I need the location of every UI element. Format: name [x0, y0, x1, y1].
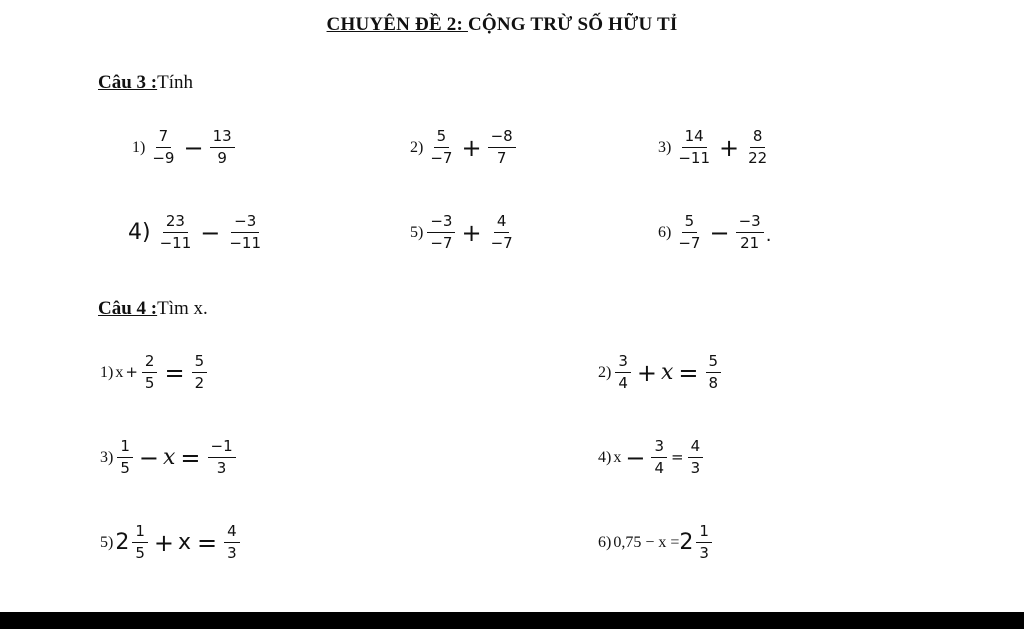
numerator: 8	[750, 128, 766, 148]
denominator: 3	[690, 459, 701, 477]
item-number: 1)	[100, 363, 114, 381]
fraction	[226, 213, 264, 252]
denominator: 2	[194, 374, 205, 392]
denominator: 4	[618, 374, 628, 392]
cau4-item-2	[598, 353, 723, 392]
operator: −	[138, 443, 159, 472]
operator: +	[461, 133, 482, 162]
fraction	[696, 523, 712, 562]
numerator: 14	[682, 128, 707, 148]
denominator: −11	[229, 234, 262, 252]
numerator: 7	[156, 128, 172, 148]
fraction	[224, 523, 240, 562]
cau3-item-4	[128, 213, 266, 252]
cau3-heading	[98, 72, 193, 94]
item-number: 6)	[658, 223, 672, 241]
variable-x: x	[613, 448, 622, 466]
period: .	[765, 225, 772, 246]
fraction	[615, 353, 631, 392]
denominator: −7	[430, 234, 453, 252]
equals-sign: =	[180, 443, 201, 472]
cau3-item-3	[658, 128, 772, 167]
cau3-item-5	[410, 213, 518, 252]
numerator: −3	[736, 213, 764, 233]
item-number: 6)	[598, 533, 612, 551]
numerator: 13	[210, 128, 235, 148]
denominator: −7	[490, 234, 513, 252]
title-prefix: CHUYÊN ĐỀ 2:	[326, 14, 468, 35]
equals-sign: =	[670, 448, 684, 466]
numerator: 4	[224, 523, 240, 543]
mixed-whole: 2	[679, 530, 694, 555]
cau3-label: Câu 3 :	[98, 72, 158, 93]
cau4-item-5	[100, 523, 242, 562]
denominator: 9	[217, 149, 227, 167]
fraction	[745, 128, 770, 167]
denominator: 5	[144, 374, 155, 392]
equals-sign: =	[164, 358, 185, 387]
numerator: 23	[163, 213, 188, 233]
equals-sign: =	[678, 358, 699, 387]
fraction	[117, 438, 133, 477]
cau4-label: Câu 4 :	[98, 298, 158, 319]
fraction	[488, 128, 516, 167]
numerator: 2	[142, 353, 158, 373]
operator: +	[636, 358, 657, 387]
denominator: −7	[678, 234, 701, 252]
numerator: 3	[615, 353, 631, 373]
fraction	[210, 128, 235, 167]
cau3-item-6	[658, 213, 771, 252]
item-number: 3)	[658, 138, 672, 156]
page-title	[0, 14, 1004, 36]
denominator: 7	[496, 149, 507, 167]
cau3-item-2	[410, 128, 518, 167]
operator: +	[153, 528, 174, 557]
denominator: −11	[678, 149, 710, 167]
operator: +	[461, 218, 482, 247]
variable-x: x	[115, 363, 124, 381]
variable-x: x	[177, 530, 192, 555]
denominator: 3	[699, 544, 709, 562]
cau4-heading	[98, 298, 208, 320]
item-number: 5)	[410, 223, 424, 241]
fraction	[736, 213, 764, 252]
cau4-item-6	[598, 523, 714, 562]
fraction	[132, 523, 148, 562]
fraction	[192, 353, 208, 392]
item-number: 4)	[598, 448, 612, 466]
numerator: 4	[494, 213, 510, 233]
operator: −	[709, 218, 730, 247]
fraction	[675, 128, 713, 167]
bottom-black-bar	[0, 612, 1024, 629]
title-main: CỘNG TRỪ SỐ HỮU TỈ	[467, 14, 678, 35]
fraction	[488, 213, 516, 252]
cau4-item-4	[598, 438, 705, 477]
numerator: −8	[488, 128, 516, 148]
denominator: 4	[654, 459, 664, 477]
fraction	[651, 438, 667, 477]
item-number: 2)	[598, 363, 612, 381]
fraction	[149, 128, 177, 167]
denominator: 3	[216, 459, 227, 477]
item-number: 1)	[132, 138, 146, 156]
denominator: 5	[120, 459, 130, 477]
fraction	[675, 213, 703, 252]
item-number: 5)	[100, 533, 114, 551]
item-number: 4)	[128, 220, 151, 245]
item-number: 3)	[100, 448, 114, 466]
fraction	[427, 128, 455, 167]
operator: −	[183, 133, 204, 162]
fraction	[208, 438, 236, 477]
denominator: −7	[430, 149, 453, 167]
cau3-item-1	[132, 128, 237, 167]
denominator: 21	[740, 234, 760, 252]
mixed-whole: 2	[115, 530, 130, 555]
fraction	[427, 213, 455, 252]
numerator: 4	[688, 438, 704, 458]
fraction	[142, 353, 158, 392]
cau4-item-3	[100, 438, 238, 477]
fraction	[157, 213, 195, 252]
numerator: 1	[132, 523, 148, 543]
fraction	[706, 353, 722, 392]
fraction	[688, 438, 704, 477]
numerator: 5	[706, 353, 722, 373]
numerator: 1	[696, 523, 712, 543]
denominator: −11	[159, 234, 192, 252]
variable-x: x	[660, 360, 674, 385]
operator: −	[200, 218, 221, 247]
denominator: −9	[152, 149, 175, 167]
numerator: 1	[117, 438, 133, 458]
denominator: 5	[135, 544, 145, 562]
left-hand-side: 0,75 − x =	[613, 533, 680, 551]
variable-x: x	[162, 445, 176, 470]
denominator: 3	[227, 544, 237, 562]
equals-sign: =	[197, 528, 218, 557]
numerator: 5	[682, 213, 698, 233]
numerator: −1	[208, 438, 236, 458]
operator: +	[125, 363, 138, 381]
item-number: 2)	[410, 138, 424, 156]
cau3-text: Tính	[157, 72, 194, 93]
operator: +	[718, 133, 740, 162]
operator: −	[625, 443, 646, 472]
numerator: 5	[434, 128, 450, 148]
denominator: 8	[708, 374, 719, 392]
numerator: −3	[231, 213, 259, 233]
cau4-item-1	[100, 353, 209, 392]
numerator: 5	[192, 353, 208, 373]
numerator: 3	[651, 438, 667, 458]
numerator: −3	[427, 213, 455, 233]
cau4-text: Tìm x.	[157, 298, 208, 319]
denominator: 22	[748, 149, 768, 167]
